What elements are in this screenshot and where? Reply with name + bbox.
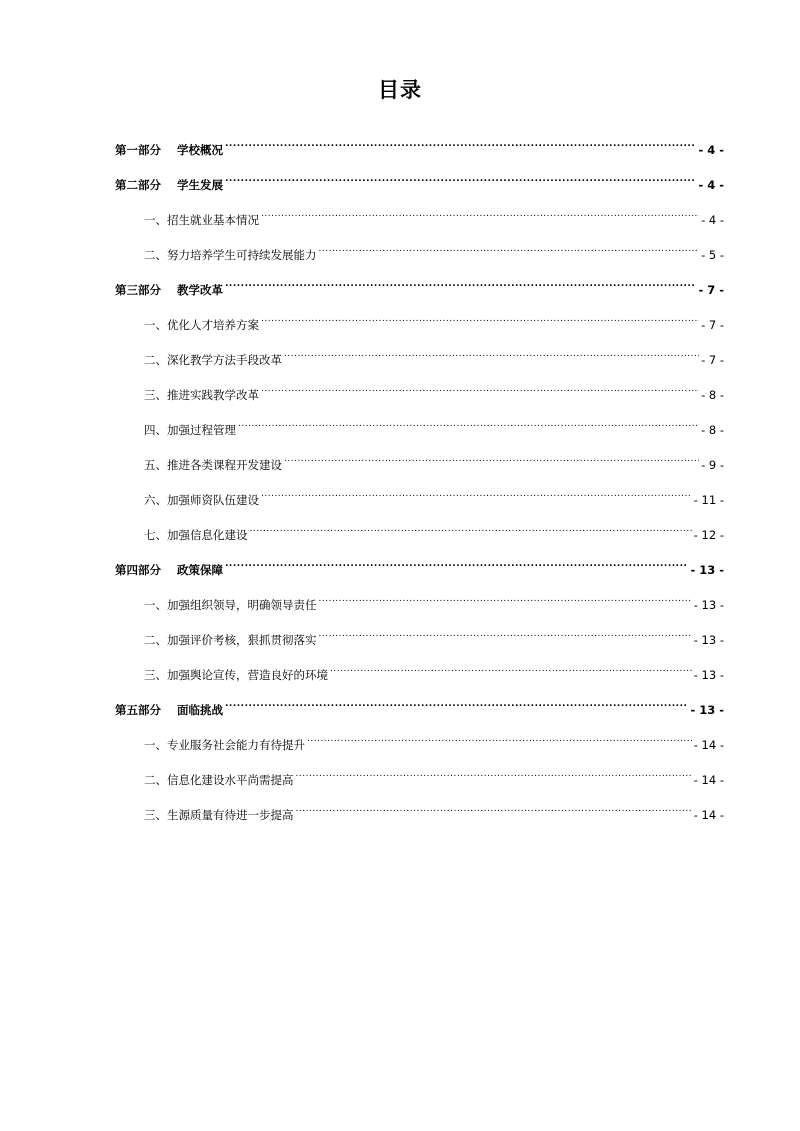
toc-entry-part-1[interactable] bbox=[115, 134, 724, 169]
toc-entry-part-3[interactable] bbox=[115, 274, 724, 309]
toc-section-title: 一、专业服务社会能力有待提升 bbox=[144, 738, 305, 752]
dot-leader bbox=[319, 589, 692, 609]
toc-part-number: 第五部分 bbox=[115, 703, 161, 717]
toc-section-title: 六、加强师资队伍建设 bbox=[144, 493, 259, 507]
toc-entry-section[interactable] bbox=[115, 729, 724, 764]
toc-section-title: 一、优化人才培养方案 bbox=[144, 318, 259, 332]
toc-page-number: - 14 - bbox=[693, 738, 724, 752]
toc-entry-label bbox=[115, 700, 223, 720]
toc-section-title: 一、加强组织领导，明确领导责任 bbox=[144, 598, 317, 612]
toc-section-title: 二、信息化建设水平尚需提高 bbox=[144, 773, 294, 787]
dot-leader bbox=[225, 169, 696, 189]
toc-page-number: - 13 - bbox=[690, 563, 724, 577]
toc-entry-label bbox=[115, 560, 223, 580]
toc-section-title: 二、努力培养学生可持续发展能力 bbox=[144, 248, 317, 262]
toc-section-title: 三、生源质量有待进一步提高 bbox=[144, 808, 294, 822]
toc-page-number: - 4 - bbox=[698, 178, 724, 192]
dot-leader bbox=[296, 799, 692, 819]
toc-entry-part-5[interactable] bbox=[115, 694, 724, 729]
dot-leader bbox=[225, 134, 696, 154]
page-title: 目录 bbox=[378, 78, 422, 102]
toc-page-number: - 7 - bbox=[701, 353, 724, 367]
dot-leader bbox=[319, 624, 692, 644]
dot-leader bbox=[261, 379, 699, 399]
toc-entry-label bbox=[115, 280, 223, 300]
toc-page-number: - 11 - bbox=[693, 493, 724, 507]
dot-leader bbox=[225, 554, 688, 574]
toc-entry-section[interactable] bbox=[115, 589, 724, 624]
toc-section-title: 二、深化教学方法手段改革 bbox=[144, 353, 282, 367]
toc-page-number: - 7 - bbox=[701, 318, 724, 332]
toc-part-title: 教学改革 bbox=[177, 283, 223, 297]
dot-leader bbox=[284, 449, 699, 469]
dot-leader bbox=[238, 414, 699, 434]
dot-leader bbox=[261, 484, 692, 504]
toc-page-number: - 13 - bbox=[693, 633, 724, 647]
dot-leader bbox=[284, 344, 699, 364]
toc-page-number: - 8 - bbox=[701, 423, 724, 437]
toc-entry-part-2[interactable] bbox=[115, 169, 724, 204]
toc-entry-section[interactable] bbox=[115, 309, 724, 344]
toc-entry-section[interactable] bbox=[115, 659, 724, 694]
toc-section-title: 三、推进实践教学改革 bbox=[144, 388, 259, 402]
toc-page-number: - 13 - bbox=[693, 668, 724, 682]
toc-entry-section[interactable] bbox=[115, 624, 724, 659]
toc-entry-section[interactable] bbox=[115, 344, 724, 379]
toc-part-title: 学生发展 bbox=[177, 178, 223, 192]
toc-section-title: 七、加强信息化建设 bbox=[144, 528, 248, 542]
toc-part-title: 学校概况 bbox=[177, 143, 223, 157]
toc-section-title: 一、招生就业基本情况 bbox=[144, 213, 259, 227]
toc-part-number: 第三部分 bbox=[115, 283, 161, 297]
toc-page-number: - 4 - bbox=[701, 213, 724, 227]
table-of-contents bbox=[115, 134, 724, 834]
dot-leader bbox=[261, 204, 699, 224]
toc-part-number: 第二部分 bbox=[115, 178, 161, 192]
toc-entry-section[interactable] bbox=[115, 379, 724, 414]
dot-leader bbox=[261, 309, 699, 329]
dot-leader bbox=[225, 694, 688, 714]
dot-leader bbox=[250, 519, 692, 539]
toc-page-number: - 13 - bbox=[693, 598, 724, 612]
toc-page-number: - 9 - bbox=[701, 458, 724, 472]
toc-entry-section[interactable] bbox=[115, 764, 724, 799]
dot-leader bbox=[319, 239, 700, 259]
toc-page-number: - 7 - bbox=[698, 283, 724, 297]
toc-page-number: - 8 - bbox=[701, 388, 724, 402]
toc-page-number: - 14 - bbox=[693, 773, 724, 787]
toc-entry-label bbox=[115, 175, 223, 195]
toc-page-number: - 12 - bbox=[693, 528, 724, 542]
toc-entry-section[interactable] bbox=[115, 519, 724, 554]
dot-leader bbox=[330, 659, 692, 679]
toc-entry-section[interactable] bbox=[115, 484, 724, 519]
toc-part-title: 政策保障 bbox=[177, 563, 223, 577]
toc-page-number: - 13 - bbox=[690, 703, 724, 717]
toc-section-title: 二、加强评价考核，狠抓贯彻落实 bbox=[144, 633, 317, 647]
toc-section-title: 五、推进各类课程开发建设 bbox=[144, 458, 282, 472]
dot-leader bbox=[296, 764, 692, 784]
toc-entry-section[interactable] bbox=[115, 799, 724, 834]
toc-section-title: 四、加强过程管理 bbox=[144, 423, 236, 437]
toc-entry-label bbox=[115, 140, 223, 160]
toc-part-title: 面临挑战 bbox=[177, 703, 223, 717]
toc-section-title: 三、加强舆论宣传，营造良好的环境 bbox=[144, 668, 328, 682]
toc-page-number: - 4 - bbox=[698, 143, 724, 157]
dot-leader bbox=[307, 729, 692, 749]
toc-part-number: 第一部分 bbox=[115, 143, 161, 157]
toc-entry-section[interactable] bbox=[115, 449, 724, 484]
toc-part-number: 第四部分 bbox=[115, 563, 161, 577]
toc-entry-section[interactable] bbox=[115, 204, 724, 239]
toc-entry-section[interactable] bbox=[115, 239, 724, 274]
toc-page-number: - 14 - bbox=[693, 808, 724, 822]
toc-page-number: - 5 - bbox=[701, 248, 724, 262]
toc-entry-section[interactable] bbox=[115, 414, 724, 449]
dot-leader bbox=[225, 274, 696, 294]
toc-entry-part-4[interactable] bbox=[115, 554, 724, 589]
